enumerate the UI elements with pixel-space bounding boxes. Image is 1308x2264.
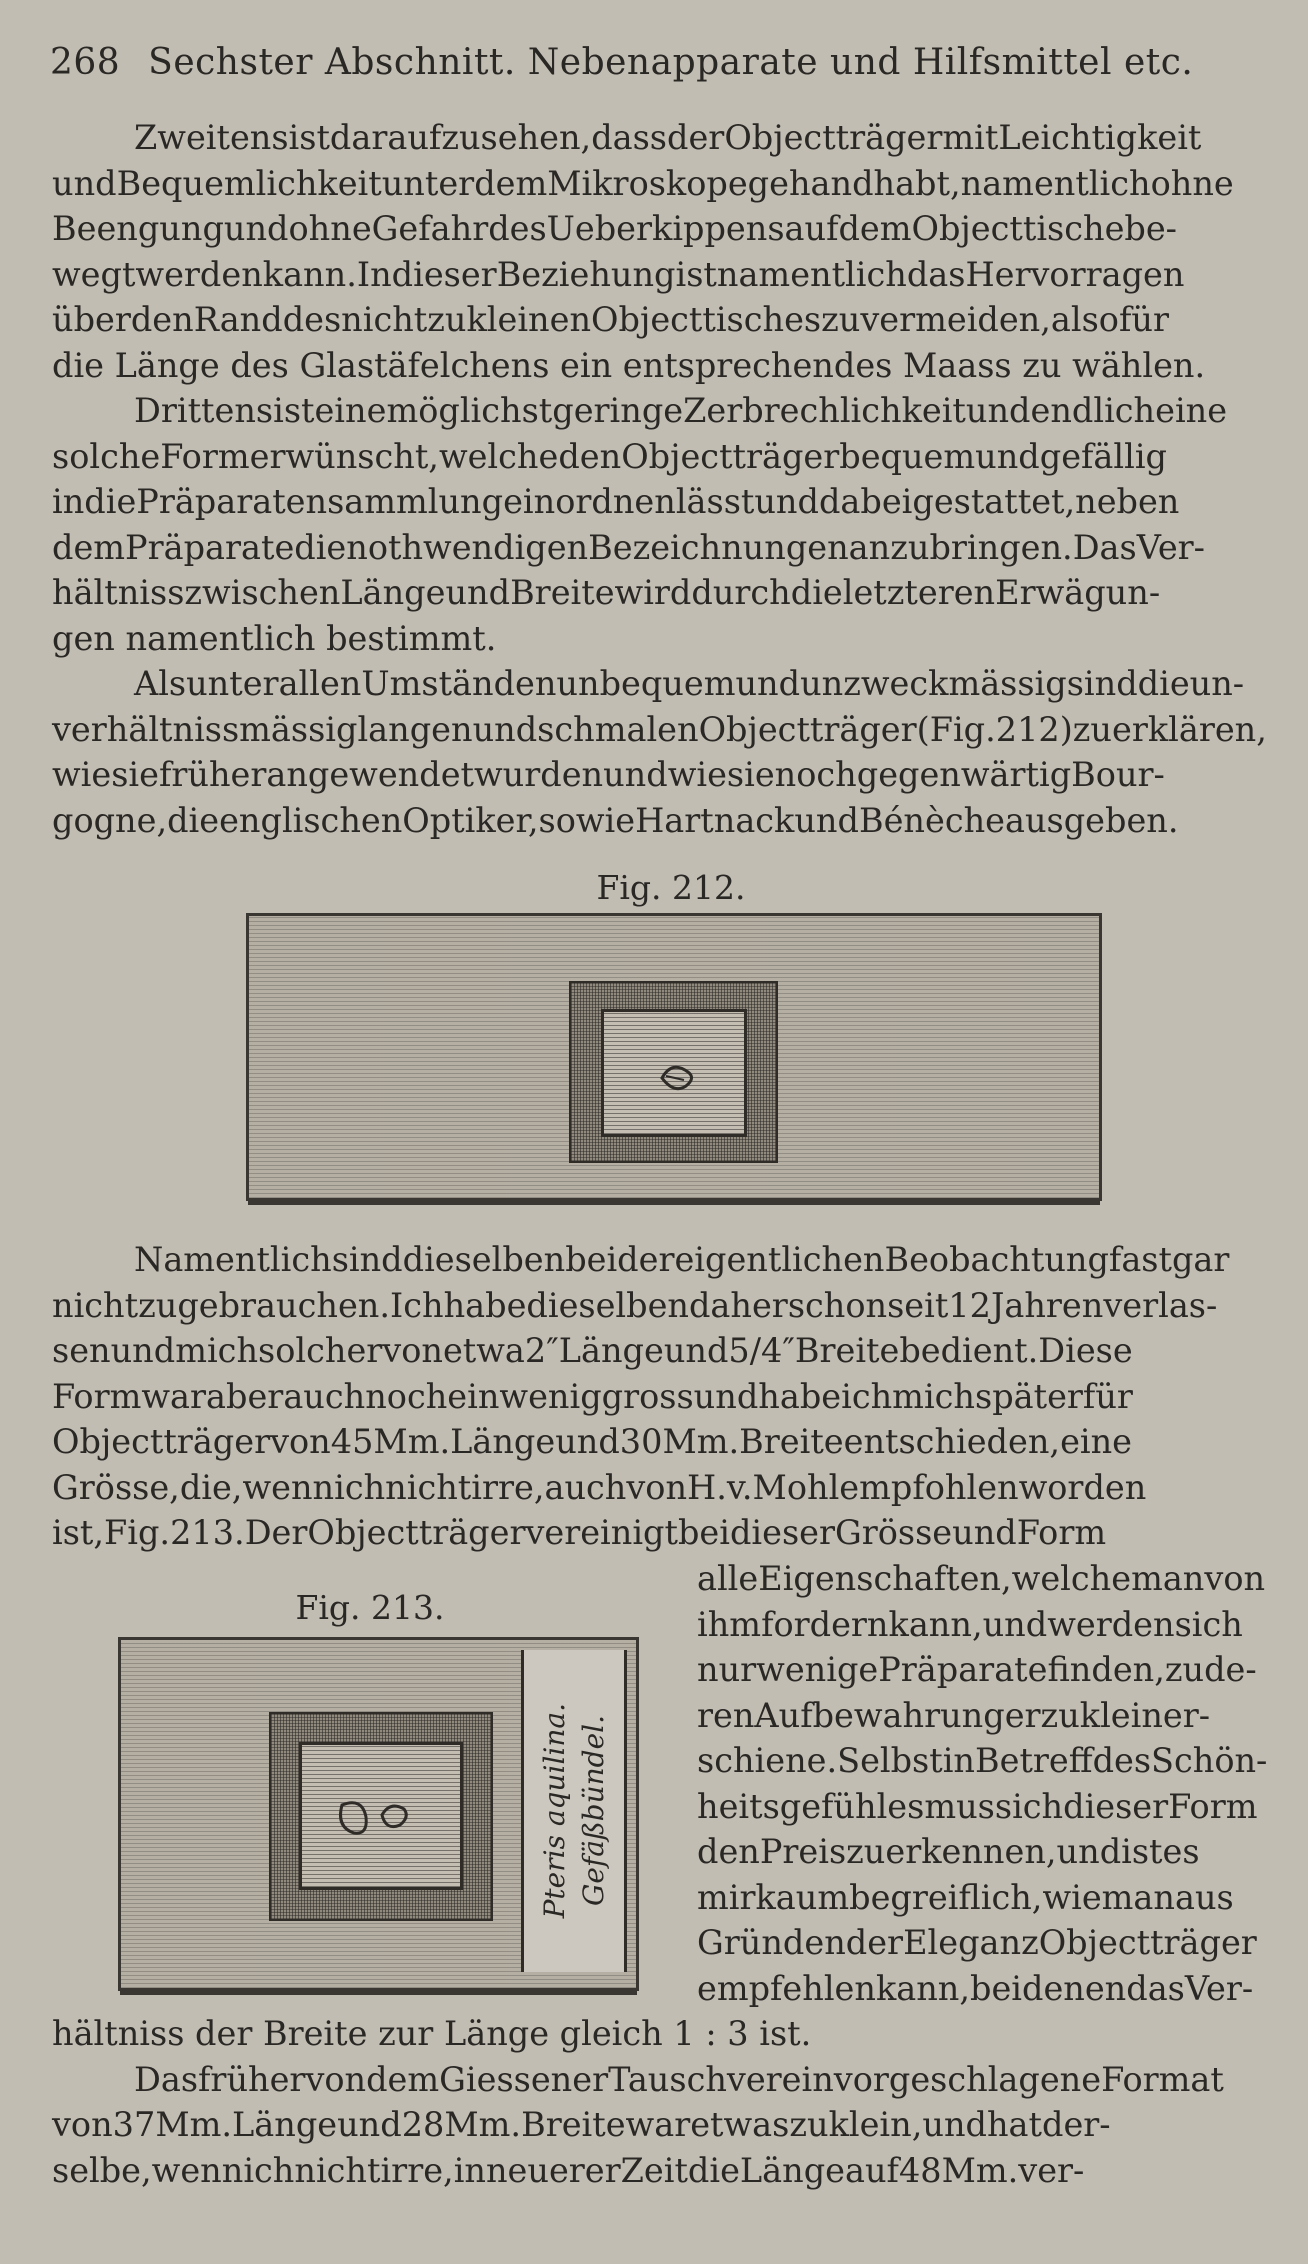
figure-213-label [524,1650,624,1972]
text-line: Formwaraberauchnocheinweniggrossundhabeichmichspäterfür [52,1376,1133,1416]
text-line: wiesiefrüherangewendetwurdenundwiesienochgegenwärtigBour- [52,755,1165,794]
figure-213-caption: Fig. 213. [295,1588,445,1627]
text-line: gogne,dieenglischenOptiker,sowieHartnackundBénècheausgeben. [52,800,1179,840]
text-line: BeengungundohneGefahrdesUeberkippensaufdemObjecttischebe- [52,209,1177,248]
text-line: nurwenigePräparatefinden,zude- [697,1650,1257,1689]
text-line: verhältnissmässiglangenundschmalenObjectträger(Fig.212)zuerklären, [52,709,1267,749]
text-line: schiene.SelbstinBetreffdesSchön- [697,1741,1268,1780]
text-line: renAufbewahrungerzukleiner- [697,1695,1211,1735]
label-species: Pteris aquilina. [538,1703,571,1919]
running-title: Sechster Abschnitt. Nebenapparate und Hilfsmittel etc. [148,42,1194,83]
text-line: AlsunterallenUmständenunbequemundunzweckmässigsinddieun- [134,664,1245,703]
text-line: hältnisszwischenLängeundBreitewirddurchdieletzterenErwägun- [52,573,1161,612]
text-line: überdenRanddesnichtzukleinenObjecttischeszuvermeiden,alsofür [52,300,1169,339]
label-tissue: Gefäßbündel. [577,1715,610,1907]
text-line: demPräparatedienothwendigenBezeichnungenanzubringen.DasVer- [52,527,1205,567]
figure-212-caption: Fig. 212. [596,868,746,907]
text-line: Objectträgervon45Mm.Längeund30Mm.Breiteentschieden,eine [52,1422,1133,1461]
text-line: die Länge des Glastäfelchens ein entsprechendes Maass zu wählen. [52,345,1206,385]
specimen-icon [302,1745,460,1887]
text-line: ihmfordernkann,undwerdensich [697,1604,1243,1644]
text-line: DrittensisteinemöglichstgeringeZerbrechlichkeitundendlicheine [134,391,1228,430]
text-line: empfehlenkann,beidenendasVer- [697,1968,1254,2008]
figure-213-slide [118,1637,639,1991]
text-block-2 [52,1237,1292,1556]
text-line: denPreiszuerkennen,undistes [697,1832,1200,1871]
text-line: nichtzugebrauchen.Ichhabedieselbendaherschonseit12Jahrenverlas- [52,1285,1218,1325]
figure-212-frame [569,981,778,1163]
text-line: indiePräparatensammlungeinordnenlässtunddabeigestattet,neben [52,482,1180,521]
figure-212-slide [246,913,1102,1201]
figure-213-label-strip [521,1650,627,1972]
text-line: Zweitensistdaraufzusehen,dassderObjectträgermitLeichtigkeit [134,118,1202,157]
text-line: solcheFormerwünscht,welchedenObjectträgerbequemundgefällig [52,436,1167,476]
text-line: heitsgefühlesmussichdieserForm [697,1786,1258,1826]
text-line: selbe,wennichnichtirre,inneuererZeitdieLängeauf48Mm.ver- [52,2150,1085,2190]
text-line: hältniss der Breite zur Länge gleich 1 : 3 ist. [52,2014,812,2053]
text-block-1 [52,115,1292,843]
text-line: undBequemlichkeitunterdemMikroskopegehandhabt,namentlichohne [52,163,1234,203]
text-block-3 [52,2011,1292,2193]
text-line: ist,Fig.213.DerObjectträgervereinigtbeidieserGrösseundForm [52,1513,1107,1552]
figure-212-specimen-area [601,1009,747,1137]
figure-213-specimen-area [299,1742,463,1890]
text-line: von37Mm.Längeund28Mm.Breitewaretwaszuklein,undhatder- [52,2105,1111,2144]
text-line: mirkaumbegreiflich,wiemanaus [697,1877,1234,1917]
specimen-icon [604,1012,744,1134]
page-number: 268 [50,42,121,83]
text-line: gen namentlich bestimmt. [52,618,497,658]
text-block-wrap [697,1556,1292,2011]
text-line: DasfrühervondemGiessenerTauschvereinvorgeschlageneFormat [134,2059,1224,2099]
text-line: NamentlichsinddieselbenbeidereigentlichenBeobachtungfastgar [134,1240,1230,1279]
text-line: GründenderEleganzObjectträger [697,1923,1257,1962]
running-header [50,42,1290,83]
text-line: wegtwerdenkann.IndieserBeziehungistnamentlichdasHervorragen [52,254,1185,294]
text-line: senundmichsolchervonetwa2″Längeund5/4″Breitebedient.Diese [52,1331,1133,1370]
text-line: alleEigenschaften,welchemanvon [697,1559,1266,1598]
text-line: Grösse,die,wennichnichtirre,auchvonH.v.Mohlempfohlenworden [52,1467,1147,1507]
figure-213-frame [269,1712,493,1921]
